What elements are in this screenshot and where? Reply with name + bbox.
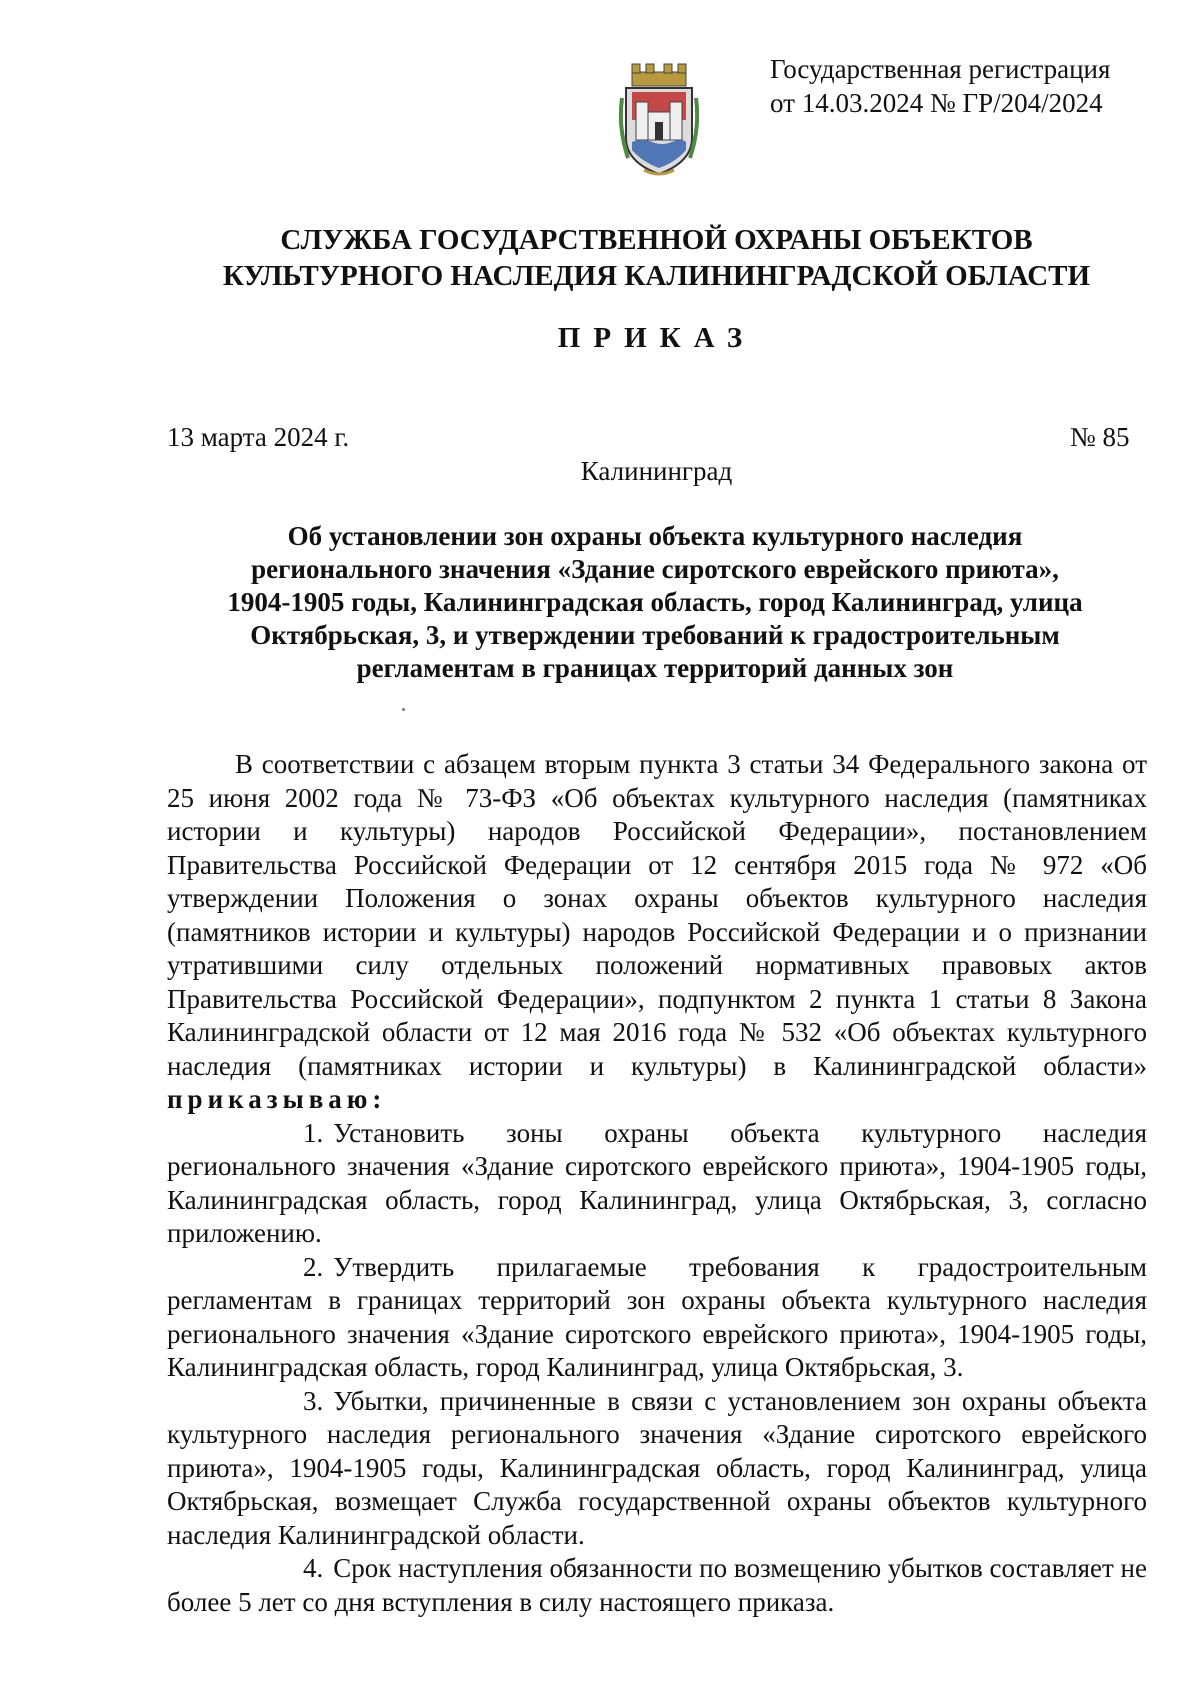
item-text: Утвердить прилагаемые требования к градостроительным регламентам в границах территорий зон охраны объекта культурного наследия регионального значения «Здание сиротского еврейского приюта», 1904-1905 годы, Калининградская область, город Калининград, улица Октябрьская, 3. (167, 1251, 1147, 1382)
order-number: № 85 (1070, 422, 1130, 452)
order-subject (190, 520, 1120, 685)
item-number: 2. (303, 1251, 324, 1282)
item-number: 1. (303, 1117, 324, 1148)
item-number: 4. (303, 1553, 324, 1583)
order-body (167, 748, 1147, 1619)
subject-line-3: 1904-1905 годы, Калининградская область, город Калининград, улица (227, 587, 1083, 617)
registration-info (770, 52, 1110, 120)
registration-line-1: Государственная регистрация (770, 54, 1111, 84)
agency-name-line-1: СЛУЖБА ГОСУДАРСТВЕННОЙ ОХРАНЫ ОБЪЕКТОВ (280, 224, 1033, 256)
order-title: ПРИКАЗ (557, 322, 756, 354)
order-item-2 (167, 1251, 1147, 1385)
decree-word: приказываю: (167, 1084, 387, 1114)
order-city: Калининград (580, 456, 733, 486)
subject-line-4: Октябрьская, 3, и утверждении требований к градостроительным (250, 620, 1060, 650)
scan-speck (402, 708, 405, 711)
kaliningrad-coat-of-arms-icon (618, 58, 700, 178)
order-item-1 (167, 1117, 1147, 1251)
order-item-4 (167, 1552, 1147, 1619)
item-text: Срок наступления обязанности по возмещению убытков составляет не более 5 лет со дня вступления в силу настоящего приказа. (167, 1553, 1147, 1617)
agency-name (0, 222, 1200, 294)
subject-line-1: Об установлении зон охраны объекта культурного наследия (287, 521, 1023, 551)
item-text: Убытки, причиненные в связи с установлением зон охраны объекта культурного наследия регионального значения «Здание сиротского еврейского приюта», 1904-1905 годы, Калининградская область, город Калининград, улица Октябрьская, возмещает Служба государственной охраны объектов культурного наследия Калининградской области. (167, 1385, 1147, 1550)
item-text: Установить зоны охраны объекта культурного наследия регионального значения «Здание сиротского еврейского приюта», 1904-1905 годы, Калининградская область, город Калининград, улица Октябрьская, 3, согласно приложению. (167, 1117, 1147, 1248)
subject-line-5: регламентам в границах территорий данных зон (356, 653, 954, 683)
preamble-paragraph (167, 748, 1147, 1117)
order-date: 13 марта 2024 г. (167, 422, 350, 452)
agency-name-line-2: КУЛЬТУРНОГО НАСЛЕДИЯ КАЛИНИНГРАДСКОЙ ОБЛАСТИ (222, 260, 1091, 292)
registration-line-2: от 14.03.2024 № ГР/204/2024 (770, 88, 1103, 118)
order-item-3 (167, 1385, 1147, 1553)
item-number: 3. (303, 1385, 324, 1416)
preamble-text: В соответствии с абзацем вторым пункта 3 статьи 34 Федерального закона от 25 июня 2002 года № 73-ФЗ «Об объектах культурного наследия (памятниках истории и культуры) народов Российской Федерации», постановлением Правительства Российской Федерации от 12 сентября 2015 года № 972 «Об утверждении Положения о зонах охраны объектов культурного наследия (памятников истории и культуры) народов Российской Федерации и о признании утратившими силу отдельных положений нормативных правовых актов Правительства Российской Федерации», подпунктом 2 пункта 1 статьи 8 Закона Калининградской области от 12 мая 2016 года № 532 «Об объектах культурного наследия (памятниках истории и культуры) в Калининградской области» (167, 749, 1147, 1081)
subject-line-2: регионального значения «Здание сиротского еврейского приюта», (251, 554, 1059, 584)
